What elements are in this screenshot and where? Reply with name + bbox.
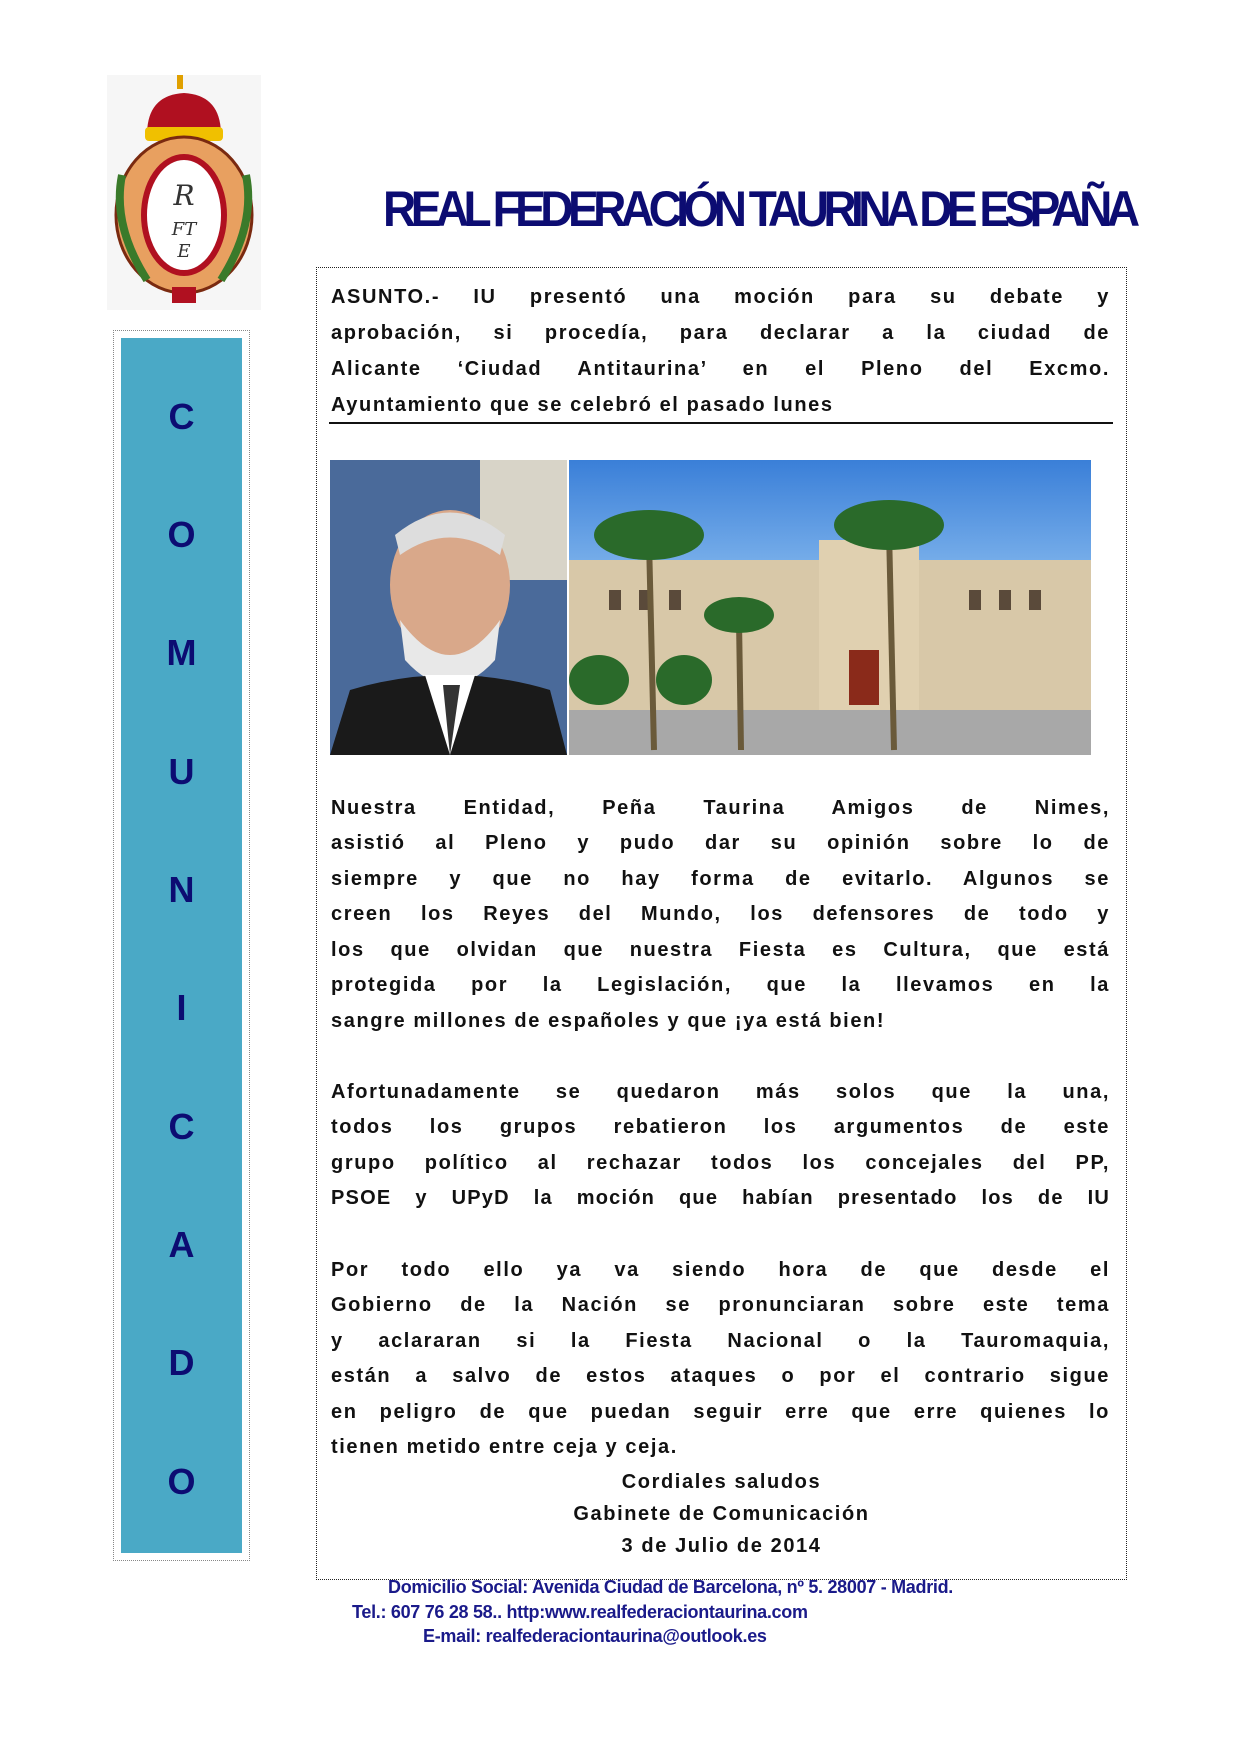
- svg-text:R: R: [173, 179, 195, 212]
- federation-crest-logo: [107, 75, 261, 310]
- body-line: siempre y que no hay forma de evitarlo. Algunos se: [331, 868, 1110, 890]
- subject-line: Alicante ‘Ciudad Antitaurina’ en el Pleno del Excmo.: [331, 358, 1110, 380]
- body-line: PSOE y UPyD la moción que habían presentado los de IU: [331, 1187, 1110, 1209]
- page-title: REAL FEDERACIÓN TAURINA DE ESPAÑA: [383, 181, 1135, 237]
- svg-text:E: E: [177, 241, 191, 262]
- banner-letter: U: [168, 751, 195, 792]
- banner-letter: A: [168, 1224, 195, 1265]
- body-line: sangre millones de españoles y que ¡ya está bien!: [331, 1010, 886, 1032]
- footer-address: Domicilio Social: Avenida Ciudad de Barcelona, nº 5. 28007 - Madrid.: [388, 1577, 953, 1597]
- subject-line: ASUNTO.- IU presentó una moción para su debate y: [331, 286, 1110, 308]
- banner-letter: C: [168, 396, 195, 437]
- banner-letter: C: [168, 1106, 195, 1147]
- banner-letter: M: [166, 632, 197, 673]
- closing-greeting: Cordiales saludos: [621, 1471, 822, 1493]
- body-line: asistió al Pleno y pudo dar su opinión sobre lo de: [331, 832, 1110, 854]
- comunicado-vertical-banner: [121, 338, 242, 1553]
- body-line: están a salvo de estos ataques o por el contrario sigue: [331, 1365, 1110, 1387]
- footer-contact: Tel.: 607 76 28 58.. http:www.realfederaciontaurina.com: [352, 1602, 808, 1622]
- banner-letter: D: [168, 1342, 195, 1383]
- svg-text:FT: FT: [171, 219, 197, 240]
- body-line: grupo político al rechazar todos los concejales del PP,: [331, 1152, 1110, 1174]
- banner-letter: O: [167, 514, 196, 555]
- banner-letter: I: [176, 987, 187, 1028]
- body-line: y aclararan si la Fiesta Nacional o la Tauromaquia,: [331, 1330, 1110, 1352]
- closing-date: 3 de Julio de 2014: [621, 1535, 822, 1557]
- subject-underline: [329, 422, 1113, 424]
- portrait-photo: [330, 460, 567, 755]
- body-line: protegida por la Legislación, que la llevamos en la: [331, 974, 1110, 996]
- body-line: Gobierno de la Nación se pronunciaran sobre este tema: [331, 1294, 1110, 1316]
- footer-email: E-mail: realfederaciontaurina@outlook.es: [423, 1626, 767, 1646]
- subject-line: Ayuntamiento que se celebró el pasado lunes: [331, 394, 834, 416]
- body-line: los que olvidan que nuestra Fiesta es Cultura, que está: [331, 939, 1110, 961]
- body-line: creen los Reyes del Mundo, los defensores de todo y: [331, 903, 1110, 925]
- banner-letter: N: [168, 869, 195, 910]
- body-line: Por todo ello ya va siendo hora de que desde el: [331, 1259, 1110, 1281]
- closing-signature: Gabinete de Comunicación: [573, 1503, 870, 1525]
- body-line: Afortunadamente se quedaron más solos que la una,: [331, 1081, 1110, 1103]
- body-line: en peligro de que puedan seguir erre que erre quienes lo: [331, 1401, 1110, 1423]
- subject-line: aprobación, si procedía, para declarar a la ciudad de: [331, 322, 1110, 344]
- banner-letter: O: [167, 1461, 196, 1502]
- body-line: Nuestra Entidad, Peña Taurina Amigos de Nimes,: [331, 797, 1110, 819]
- body-line: tienen metido entre ceja y ceja.: [331, 1436, 678, 1458]
- bullring-photo: [569, 460, 1091, 755]
- body-line: todos los grupos rebatieron los argumentos de este: [331, 1116, 1110, 1138]
